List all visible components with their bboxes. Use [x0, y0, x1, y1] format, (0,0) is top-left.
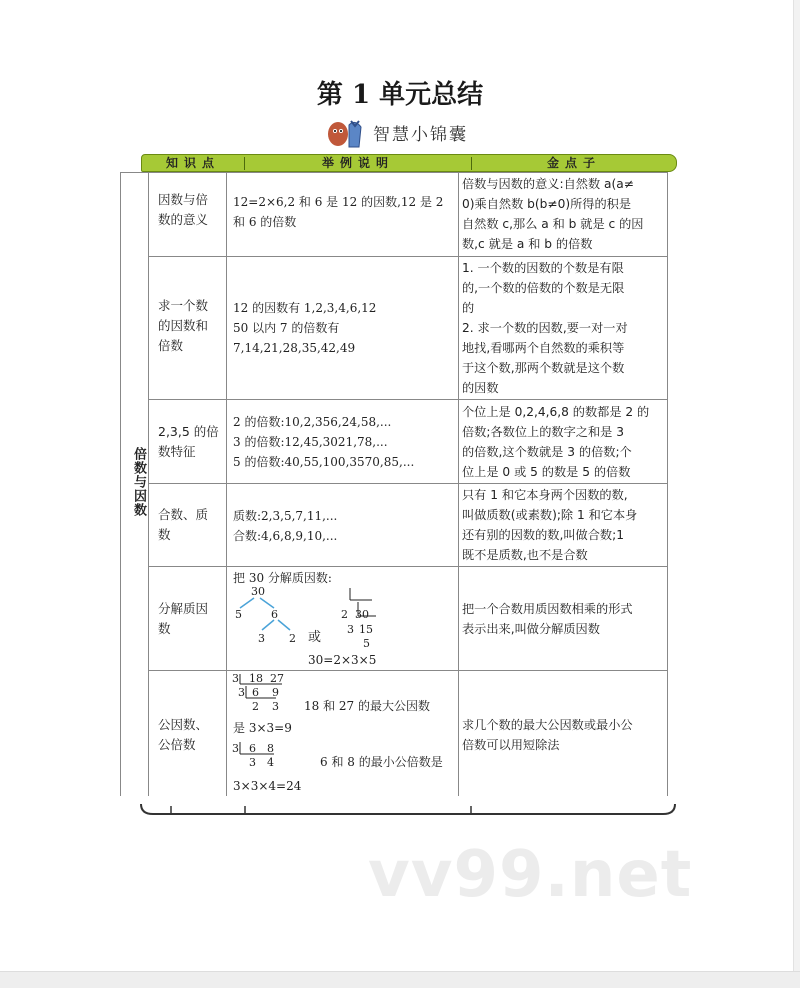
gcd-b1: 27: [270, 672, 284, 685]
row-topic: 2,3,5 的倍 数特征: [158, 424, 219, 459]
lcm-b1: 8: [267, 742, 274, 755]
subtitle-banner: [325, 114, 468, 150]
table-bottom-brace: [140, 796, 676, 818]
row-tip: 个位上是 0,2,4,6,8 的数都是 2 的 倍数;各数位上的数字之和是 3 的倍数,这个数就是 3 的倍数;个 位上是 0 或 5 的数是 5 的倍数: [462, 405, 650, 479]
row-topic: 因数与倍 数的意义: [158, 192, 209, 227]
gcd-a3: 2: [252, 700, 259, 713]
lcm-text: 6 和 8 的最小公倍数是: [320, 755, 443, 769]
lcm-result: 3×3×4=24: [233, 779, 302, 793]
row-example: 2 的倍数:10,2,356,24,58,... 3 的倍数:12,45,3021,78,... 5 的倍数:40,55,100,3570,85,...: [233, 415, 415, 469]
gcd-divisor-2: 3: [238, 686, 245, 699]
row-tip: 1. 一个数的因数的个数是有限 的,一个数的倍数的个数是无限 的 2. 求一个数的因数,要一对一对 地找,看哪两个自然数的乘积等 于这个数,那两个数就是这个数 的因数: [462, 261, 628, 395]
ladder-divisor-2: 3: [347, 623, 354, 636]
tree-right-1: 6: [271, 608, 278, 621]
row-topic: 公因数、 公倍数: [158, 717, 209, 752]
ladder-divisor-1: 2: [341, 608, 348, 621]
watermark: vv99.net: [368, 838, 693, 912]
row-tip: 倍数与因数的意义:自然数 a(a≠ 0)乘自然数 b(b≠0)所得的积是 自然数 c,那么 a 和 b 就是 c 的因 数,c 就是 a 和 b 的倍数: [462, 177, 644, 251]
row-topic: 分解质因 数: [158, 601, 209, 636]
lcm-a2: 3: [249, 756, 256, 769]
tree-root: 30: [251, 585, 265, 598]
row-topic: 合数、质 数: [158, 507, 209, 542]
ladder-last: 5: [363, 637, 370, 650]
summary-table: [120, 172, 668, 796]
factor-result: 30=2×3×5: [308, 653, 377, 667]
row-topic: 求一个数 的因数和 倍数: [158, 298, 209, 353]
tree-left-1: 5: [235, 608, 242, 621]
header-tips: 金点子: [546, 156, 601, 170]
header-example: 举例说明: [321, 156, 394, 170]
page-edge: [793, 0, 800, 988]
lcm-a1: 6: [249, 742, 256, 755]
or-label: 或: [308, 630, 322, 645]
row-example-head: 把 30 分解质因数:: [233, 571, 332, 585]
bottom-strip: [0, 971, 800, 988]
gcd-a1: 18: [249, 672, 263, 685]
section-column: [120, 172, 148, 796]
lcm-b2: 4: [267, 756, 274, 769]
mascot-icon: [325, 115, 365, 149]
table-header: [141, 154, 677, 172]
row-tip: 只有 1 和它本身两个因数的数, 叫做质数(或素数);除 1 和它本身 还有别的因数的数,叫做合数;1 既不是质数,也不是合数: [462, 488, 638, 562]
header-knowledge: 知识点: [165, 156, 220, 170]
row-example: 12=2×6,2 和 6 是 12 的因数,12 是 2 和 6 的倍数: [233, 195, 444, 229]
tree-left-2: 3: [258, 632, 265, 645]
gcd-a2: 6: [252, 686, 259, 699]
section-label: 倍数与因数: [131, 447, 146, 517]
row-example: 12 的因数有 1,2,3,4,6,12 50 以内 7 的倍数有 7,14,21,28,35,42,49: [233, 301, 377, 355]
subtitle: 智慧小锦囊: [373, 124, 468, 145]
table-grid: [148, 172, 668, 796]
ladder-number-1: 30: [355, 608, 369, 621]
ladder-number-2: 15: [359, 623, 373, 636]
tree-right-2: 2: [289, 632, 296, 645]
gcd-b2: 9: [272, 686, 279, 699]
gcd-b3: 3: [272, 700, 279, 713]
row-tip: 求几个数的最大公因数或最小公 倍数可以用短除法: [462, 718, 633, 752]
gcd-text: 18 和 27 的最大公因数: [304, 699, 430, 713]
row-example: 质数:2,3,5,7,11,... 合数:4,6,8,9,10,...: [233, 509, 338, 543]
lcm-divisor: 3: [232, 742, 239, 755]
row-tip: 把一个合数用质因数相乘的形式 表示出来,叫做分解质因数: [462, 602, 633, 636]
page-title: 第 1 单元总结: [316, 80, 484, 110]
gcd-divisor-1: 3: [232, 672, 239, 685]
gcd-result: 是 3×3=9: [233, 721, 292, 735]
